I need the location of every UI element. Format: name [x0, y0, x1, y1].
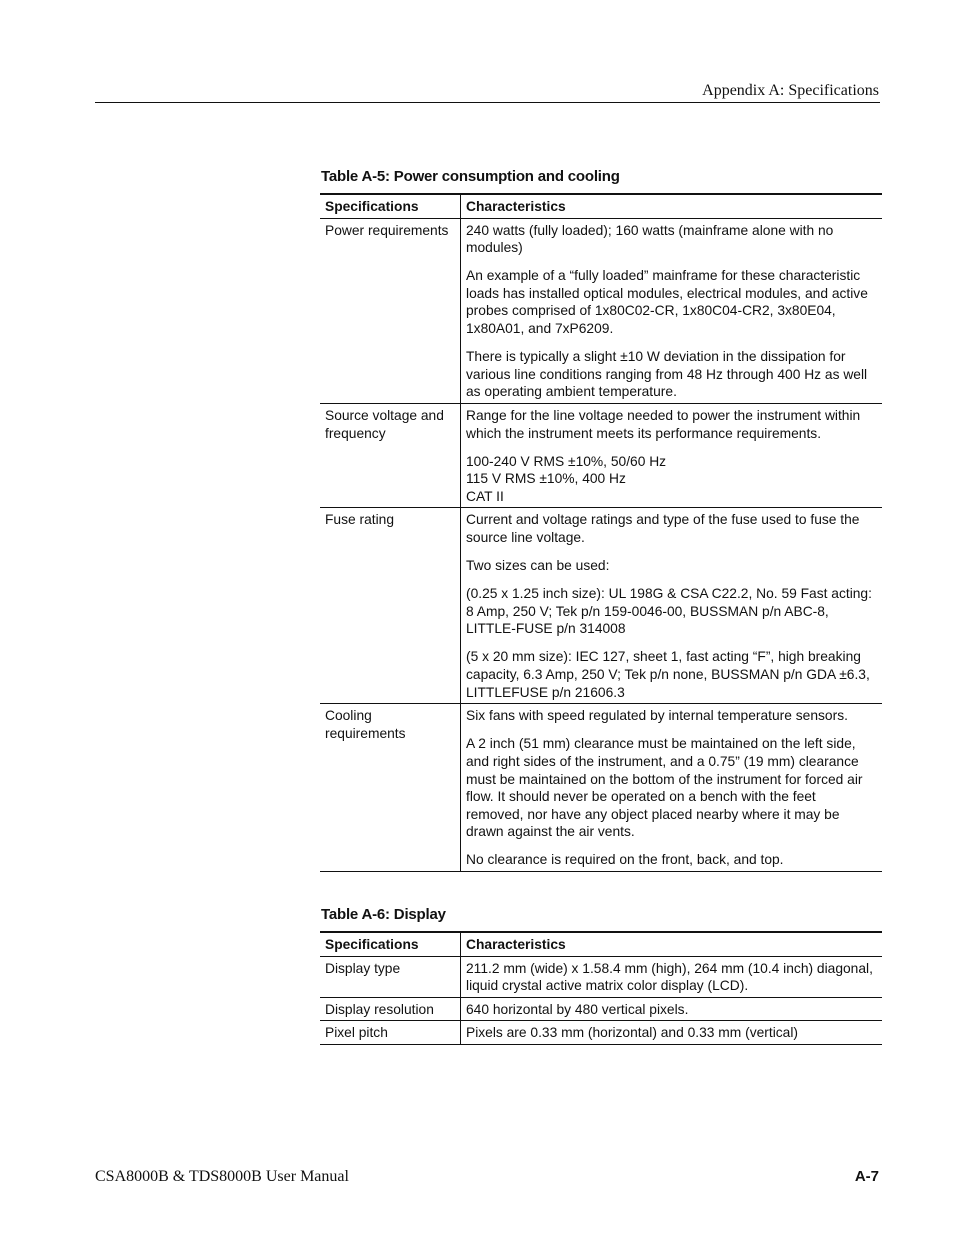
column-header-specifications: Specifications	[320, 194, 461, 218]
header-rule	[95, 102, 880, 103]
footer-manual-title: CSA8000B & TDS8000B User Manual	[95, 1168, 349, 1185]
running-header: Appendix A: Specifications	[702, 82, 879, 99]
table-header-row	[320, 194, 882, 218]
characteristic-paragraph: 100-240 V RMS ±10%, 50/60 Hz 115 V RMS ±10%, 400 Hz CAT II	[466, 453, 667, 504]
characteristic-paragraph: No clearance is required on the front, back, and top.	[466, 852, 784, 868]
table-row	[320, 508, 882, 704]
characteristic-paragraph: 640 horizontal by 480 vertical pixels.	[466, 1001, 689, 1017]
characteristic-paragraph: (0.25 x 1.25 inch size): UL 198G & CSA C22.2, No. 59 Fast acting: 8 Amp, 250 V; Tek p/n 159-0046-00, BUSSMAN p/n ABC-8, LITTLE-FUSE p/n 314008	[466, 586, 872, 637]
table-row	[320, 956, 882, 997]
characteristics-cell	[461, 956, 883, 997]
spec-table	[320, 193, 882, 872]
characteristic-paragraph: 240 watts (fully loaded); 160 watts (mainframe alone with no modules)	[466, 222, 834, 256]
table-row	[320, 1021, 882, 1045]
table-row	[320, 997, 882, 1021]
table-caption: Table A-6: Display	[321, 906, 446, 923]
characteristics-cell	[461, 508, 883, 704]
characteristics-cell	[461, 218, 883, 403]
characteristics-cell	[461, 1021, 883, 1045]
characteristics-cell	[461, 403, 883, 507]
characteristic-paragraph: Pixels are 0.33 mm (horizontal) and 0.33 mm (vertical)	[466, 1025, 799, 1041]
table-row	[320, 403, 882, 507]
characteristic-paragraph: 211.2 mm (wide) x 1.58.4 mm (high), 264 mm (10.4 inch) diagonal, liquid crystal active matrix color display (LCD).	[466, 960, 873, 994]
table-power-cooling	[320, 168, 882, 872]
characteristic-paragraph: Six fans with speed regulated by internal temperature sensors.	[466, 708, 848, 724]
table-row	[320, 218, 882, 403]
page-number: A-7	[854, 1168, 879, 1185]
spec-name-cell: Power requirements	[320, 218, 461, 403]
characteristic-paragraph: A 2 inch (51 mm) clearance must be maintained on the left side, and right sides of the instrument, and a 0.75” (19 mm) clearance must be maintained on the bottom of the instrument for forced air flow. It should never be operated on a bench with the feet removed, nor have any object placed nearby where it may be drawn against the air vents.	[466, 736, 863, 840]
characteristic-paragraph: Two sizes can be used:	[466, 558, 610, 574]
spec-name-cell: Display type	[320, 956, 461, 997]
table-header-row	[320, 932, 882, 956]
characteristic-paragraph: Current and voltage ratings and type of the fuse used to fuse the source line voltage.	[466, 512, 860, 545]
column-header-characteristics: Characteristics	[461, 932, 883, 956]
column-header-specifications: Specifications	[320, 932, 461, 956]
spec-name-cell: Pixel pitch	[320, 1021, 461, 1045]
spec-name-cell: Source voltage and frequency	[320, 403, 461, 507]
characteristics-cell	[461, 704, 883, 872]
column-header-characteristics: Characteristics	[461, 194, 883, 218]
spec-name-cell: Fuse rating	[320, 508, 461, 704]
characteristic-paragraph: Range for the line voltage needed to power the instrument within which the instrument meets its performance requirements.	[466, 407, 861, 441]
characteristic-paragraph: There is typically a slight ±10 W deviation in the dissipation for various line conditions ranging from 48 Hz through 400 Hz as well as operating ambient temperature.	[466, 349, 868, 400]
table-row	[320, 704, 882, 872]
spec-name-cell: Display resolution	[320, 997, 461, 1021]
table-display	[320, 906, 882, 1045]
characteristic-paragraph: (5 x 20 mm size): IEC 127, sheet 1, fast acting “F”, high breaking capacity, 6.3 Amp, 250 V; Tek p/n none, BUSSMAN p/n GDA ±6.3, LITTLEFUSE p/n 21606.3	[466, 649, 870, 700]
spec-table	[320, 931, 882, 1045]
characteristics-cell	[461, 997, 883, 1021]
spec-name-cell: Cooling requirements	[320, 704, 461, 872]
table-caption: Table A-5: Power consumption and cooling	[321, 168, 620, 185]
characteristic-paragraph: An example of a “fully loaded” mainframe for these characteristic loads has installed optical modules, electrical modules, and active probes comprised of 1x80C02-CR, 1x80C04-CR2, 3x80E04, 1x80A01, and 7xP6209.	[466, 268, 868, 337]
